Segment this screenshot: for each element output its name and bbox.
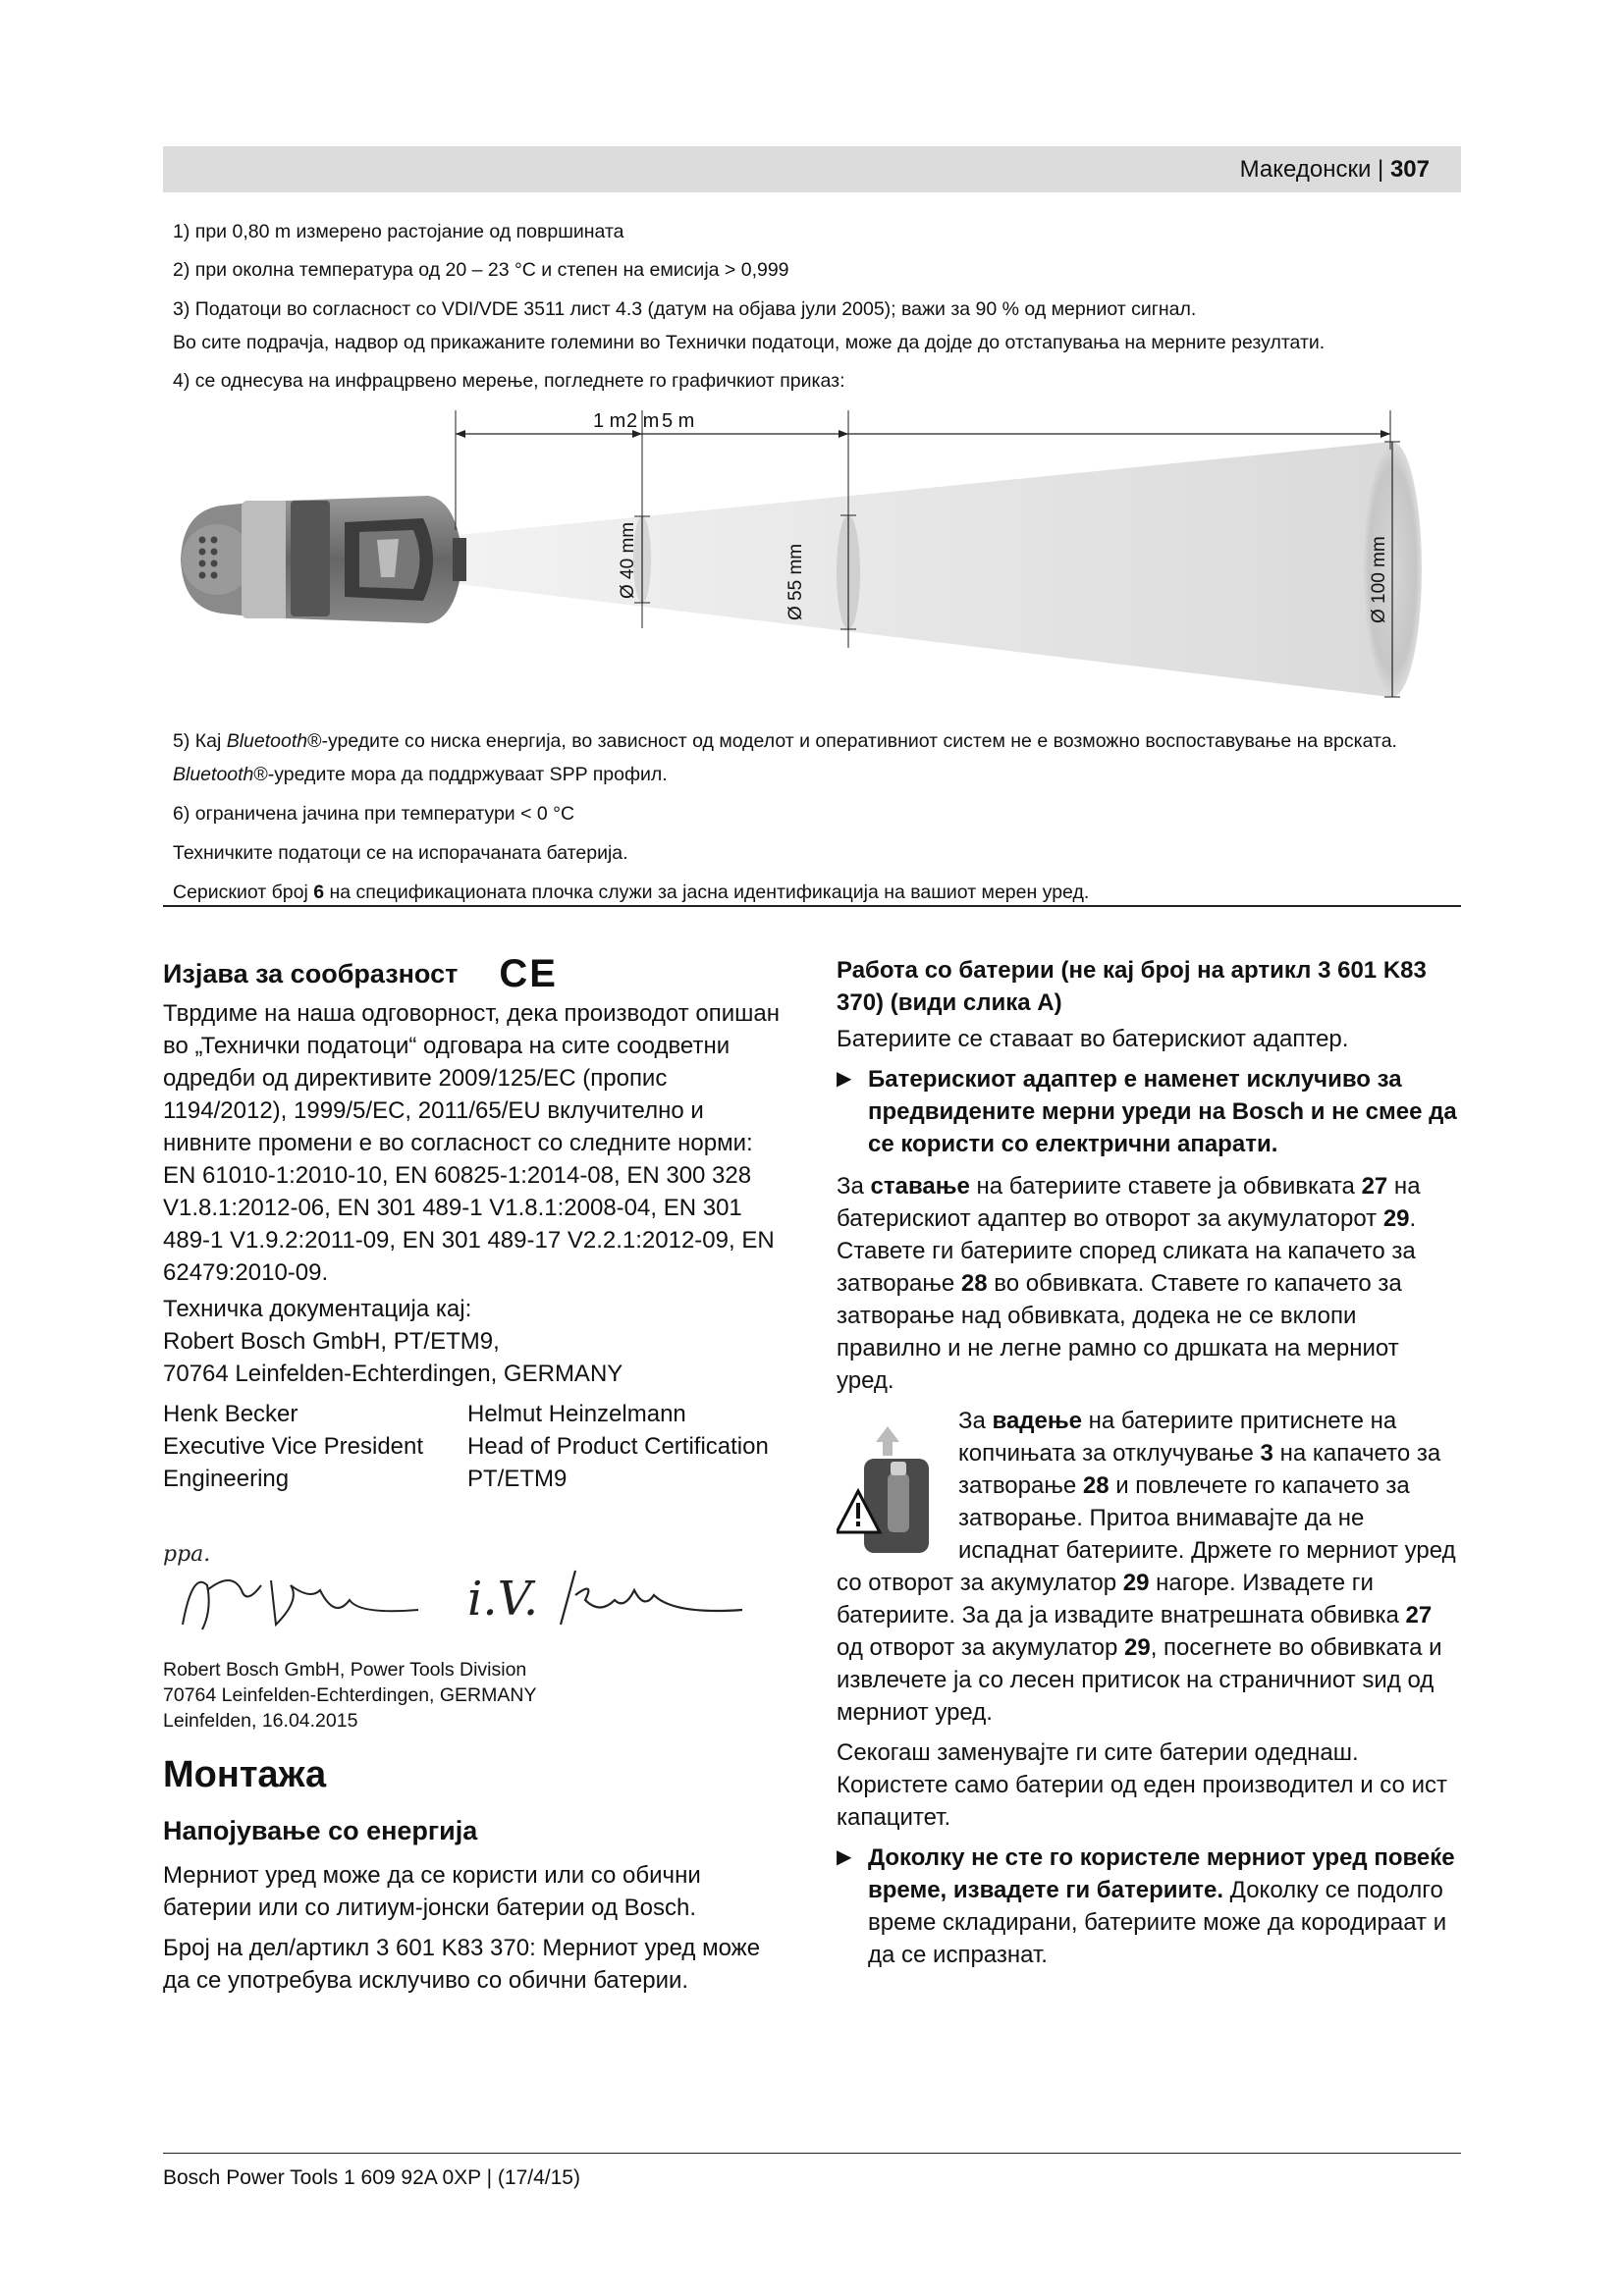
footnote-5-cont bbox=[173, 762, 668, 787]
battery-insert-text-8: 28 bbox=[960, 1270, 988, 1297]
thermometer-device bbox=[181, 496, 466, 623]
doc-label: Техничка документација кај: bbox=[163, 1296, 472, 1322]
ppa-annotation: ppa. bbox=[163, 1542, 211, 1567]
battery-insert-text-3: на батериите ставете ја обвивката bbox=[969, 1173, 1362, 1200]
battery-insert-text-9: во обвивката. Ставете го капачето за затворање над обвивката, додека не се вклопи правилно и не легне рамно со дршката на мерниот уред. bbox=[837, 1270, 1402, 1394]
signer-1-role2: Engineering bbox=[163, 1466, 290, 1492]
distance-label-1m: 1 m bbox=[593, 410, 626, 432]
serial-note-b: на спецификационата плочка служи за јасна идентификација на вашиот мерен уред. bbox=[324, 881, 1090, 903]
battery-operation-title: Работа со батерии (не кај број на артикл 3 601 K83 370) (види слика A) bbox=[837, 957, 1427, 1016]
battery-removal-text-6: 28 bbox=[1082, 1472, 1110, 1499]
header-language: Македонски bbox=[1239, 156, 1372, 183]
power-supply-title: Напојување со енергија bbox=[163, 1816, 478, 1845]
serial-note-a: Серискиот број bbox=[173, 881, 314, 903]
battery-removal-text-3: на батериите притиснете на копчињата за отклучување bbox=[958, 1408, 1397, 1467]
signers bbox=[163, 1398, 791, 1495]
footnote-4: 4) се однесува на инфрацрвено мерење, погледнете го графичкиот приказ: bbox=[173, 370, 845, 392]
ir-spot-diagram bbox=[163, 402, 1439, 717]
footnote-5-rest: ®-уредите со ниска енергија, во зависност од моделот и оперативниот систем не е возможно воспоставување на врската. bbox=[307, 730, 1397, 752]
battery-removal-text-7: и повлечете го капачето за затворање. Притоа внимавајте да не испаднат батериите. Држете го мерниот уред со отворот за акумулатор bbox=[837, 1472, 1456, 1596]
footer-rule bbox=[163, 2153, 1461, 2154]
left-column bbox=[163, 954, 791, 1495]
battery-removal-text-8: 29 bbox=[1122, 1570, 1150, 1596]
battery-removal-text-1: За bbox=[958, 1408, 993, 1434]
conformity-body: Тврдиме на наша одговорност, дека производот опишан во „Технички податоци“ одговара на сите соодветни одредби од директивите 2009/125/ЕС (пропис 1194/2012), 1999/5/EC, 2011/65/EU вклучително и нивните промени е во согласност со следните норми: EN 61010-1:2010-10, EN 60825-1:2014-08, EN 300 328 V1.8.1:2012-06, EN 301 489-1 V1.8.1:2008-04, EN 301 489-1 V1.9.2:2011-09, EN 301 489-17 V2.2.1:2012-09, EN 62479:2010-09. bbox=[163, 1000, 780, 1286]
divider-rule bbox=[163, 905, 1461, 907]
warning-storage-bold: Доколку не сте го користеле мерниот уред повеќе време, извадете ги батериите. bbox=[868, 1844, 1455, 1903]
battery-insert-text-4: 27 bbox=[1361, 1173, 1388, 1200]
battery-removal-text-2: вадење bbox=[992, 1408, 1082, 1434]
assembly-p1: Мерниот уред може да се користи или со обични батерии или со литиум-јонски батерии од Bosch. bbox=[163, 1862, 701, 1921]
diameter-label-40mm: Ø 40 mm bbox=[618, 521, 638, 599]
footer-text: Bosch Power Tools 1 609 92A 0XP | (17/4/15) bbox=[163, 2166, 580, 2189]
battery-insert-paragraph bbox=[837, 1170, 1461, 1397]
header-text: Македонски | 307 bbox=[1239, 156, 1430, 183]
footnote-2: 2) при околна температура од 20 – 23 °C и степен на емисија > 0,999 bbox=[173, 259, 789, 281]
signature-graphics bbox=[163, 1531, 772, 1649]
footnote-5-prefix: 5) Кај bbox=[173, 730, 227, 752]
warning-adapter-text: Батерискиот адаптер е наменет исклучиво за предвидените мерни уреди на Bosch и не смее да се користи со електрични апарати. bbox=[868, 1066, 1457, 1157]
ce-mark: CE bbox=[499, 952, 558, 995]
doc-address: 70764 Leinfelden-Echterdingen, GERMANY bbox=[163, 1361, 623, 1387]
signatures bbox=[163, 1531, 772, 1649]
battery-insert-text-2: ставање bbox=[870, 1173, 970, 1200]
company-line-2: 70764 Leinfelden-Echterdingen, GERMANY bbox=[163, 1684, 537, 1706]
footnote-5 bbox=[173, 728, 1397, 754]
right-column bbox=[837, 954, 1461, 1971]
footnote-1: 1) при 0,80 m измерено растојание од површината bbox=[173, 221, 624, 242]
battery-insert-text-5: на батерискиот адаптер во отворот за акумулаторот bbox=[837, 1173, 1421, 1232]
distance-label-2m: 2 m bbox=[626, 410, 660, 432]
footnote-6: 6) ограничена јачина при температури < 0 °C bbox=[173, 803, 575, 825]
battery-removal-text-10: 27 bbox=[1405, 1602, 1433, 1629]
doc-company: Robert Bosch GmbH, PT/ETM9, bbox=[163, 1328, 500, 1355]
assembly-section bbox=[163, 1754, 791, 2004]
page-number: 307 bbox=[1389, 156, 1430, 183]
battery-insert-text-1: За bbox=[837, 1173, 871, 1200]
signer-2-role1: Head of Product Certification bbox=[467, 1433, 769, 1460]
footnote-3: 3) Податоци во согласност со VDI/VDE 3511 лист 4.3 (датум на објава јули 2005); важи за 90 % од мерниот сигнал. bbox=[173, 298, 1197, 320]
diameter-label-55mm: Ø 55 mm bbox=[785, 543, 806, 620]
footnote-5b-bt: Bluetooth bbox=[173, 764, 254, 785]
serial-note bbox=[173, 880, 1089, 905]
signer-1 bbox=[163, 1398, 467, 1495]
bullet-triangle-icon: ▶ bbox=[837, 1068, 852, 1090]
iv-annotation: i.V. bbox=[467, 1572, 539, 1627]
distance-label-5m: 5 m bbox=[662, 410, 695, 432]
battery-removal-text-12: 29 bbox=[1123, 1634, 1151, 1661]
signer-1-role1: Executive Vice President bbox=[163, 1433, 424, 1460]
ir-spot-diagram-svg bbox=[163, 402, 1439, 717]
battery-insert-text-6: 29 bbox=[1382, 1205, 1410, 1232]
diameter-label-100mm: Ø 100 mm bbox=[1369, 536, 1389, 623]
battery-removal-block bbox=[837, 1405, 1461, 1729]
battery-removal-svg bbox=[837, 1405, 939, 1554]
assembly-p2: Број на дел/артикл 3 601 K83 370: Мерниот уред може да се употребува исклучиво со обични батерии. bbox=[163, 1935, 761, 1994]
conformity-heading bbox=[163, 954, 791, 993]
page-header bbox=[163, 146, 1461, 192]
warning-storage bbox=[837, 1842, 1461, 1971]
assembly-title: Монтажа bbox=[163, 1754, 327, 1795]
signer-2-role2: PT/ETM9 bbox=[467, 1466, 568, 1492]
battery-removal-text-9: нагоре. Извадете ги батериите. За да ја извадите внатрешната обвивка bbox=[837, 1570, 1406, 1629]
battery-removal-text-11: од отворот за акумулатор bbox=[837, 1634, 1124, 1661]
footnote-5-bt: Bluetooth bbox=[226, 730, 308, 752]
conformity-title: Изјава за сообразност bbox=[163, 958, 459, 988]
company-block bbox=[163, 1657, 536, 1734]
warning-storage-text: Доколку се подолго време складирани, батериите може да кородираат и да се испразнат. bbox=[868, 1877, 1447, 1968]
bullet-triangle-icon: ▶ bbox=[837, 1846, 852, 1868]
footnote-5b-rest: ®-уредите мора да поддржуваат SPP профил. bbox=[253, 764, 668, 785]
battery-insert-text-7: . Ставете ги батериите според сликата на капачето за затворање bbox=[837, 1205, 1417, 1297]
signer-2 bbox=[467, 1398, 772, 1495]
company-line-3: Leinfelden, 16.04.2015 bbox=[163, 1710, 358, 1732]
ir-beam bbox=[458, 442, 1390, 697]
footnote-3-cont: Во сите подрачја, надвор од прикажаните големини во Технички податоци, може да дојде до отстапувања на мерните резултати. bbox=[173, 332, 1326, 353]
warning-adapter bbox=[837, 1063, 1461, 1160]
battery-removal-text-5: на капачето за затворање bbox=[958, 1440, 1441, 1499]
signer-2-name: Helmut Heinzelmann bbox=[467, 1401, 686, 1427]
signer-1-name: Henk Becker bbox=[163, 1401, 298, 1427]
serial-number-ref: 6 bbox=[313, 881, 325, 903]
battery-p1: Батериите се ставаат во батерискиот адаптер. bbox=[837, 1026, 1349, 1052]
battery-note: Техничките податоци се на испорачаната батерија. bbox=[173, 842, 628, 864]
battery-replace-note: Секогаш заменувајте ги сите батерии одеднаш. Користете само батерии од еден производител и со ист капацитет. bbox=[837, 1739, 1447, 1831]
company-line-1: Robert Bosch GmbH, Power Tools Division bbox=[163, 1659, 527, 1681]
battery-removal-text-13: , посегнете во обвивката и извлечете ја со лесен притисок на страничниот ѕид од мерниот уред. bbox=[837, 1634, 1442, 1726]
battery-removal-illustration bbox=[837, 1405, 947, 1554]
battery-removal-text-4: 3 bbox=[1260, 1440, 1273, 1467]
